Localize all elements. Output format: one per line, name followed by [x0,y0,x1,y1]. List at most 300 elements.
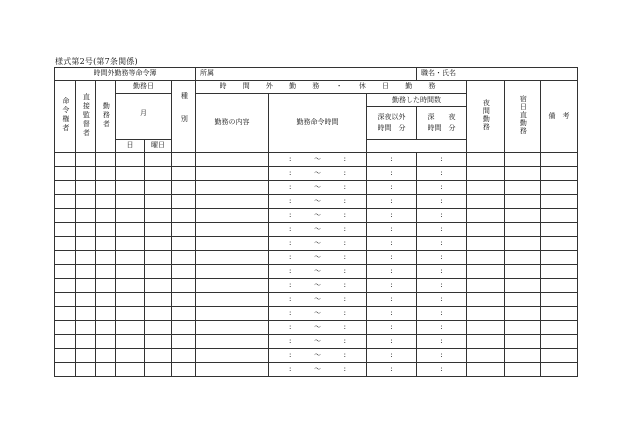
supervisor-cell[interactable] [76,293,96,307]
colon-mark: : [390,294,393,303]
colon-mark: : [343,350,346,359]
order-time-cell[interactable] [269,363,367,377]
overtime-order-ledger [54,67,578,377]
remarks-cell[interactable] [541,195,578,209]
colon-mark: : [289,280,292,289]
tilde-mark: 〜 [314,322,321,331]
night-duty-cell[interactable] [467,209,505,223]
type-cell[interactable] [172,321,196,335]
non-night-hours-cell[interactable] [367,209,417,223]
remarks-cell[interactable] [541,167,578,181]
overnight-duty-cell[interactable] [505,293,541,307]
colon-mark: : [440,308,443,317]
month-header: 月 [116,94,172,140]
affiliation-value[interactable] [269,68,417,81]
day-header: 日 [116,140,145,153]
colon-mark: : [440,350,443,359]
weekday-cell[interactable] [145,279,172,293]
weekday-cell[interactable] [145,293,172,307]
colon-mark: : [343,280,346,289]
colon-mark: : [343,182,346,191]
order-time-cell[interactable] [269,237,367,251]
colon-mark: : [343,336,346,345]
non-night-hours-cell[interactable] [367,293,417,307]
overnight-duty-cell[interactable] [505,349,541,363]
day-cell[interactable] [116,279,145,293]
order-time-cell[interactable] [269,307,367,321]
colon-mark: : [390,210,393,219]
colon-mark: : [440,238,443,247]
table-row [55,265,578,279]
type-cell[interactable] [172,293,196,307]
colon-mark: : [289,154,292,163]
day-cell[interactable] [116,307,145,321]
colon-mark: : [343,224,346,233]
weekday-cell[interactable] [145,167,172,181]
overnight-duty-cell[interactable] [505,265,541,279]
commander-cell[interactable] [55,195,76,209]
night-hours-cell[interactable] [417,265,467,279]
table-row [55,307,578,321]
worker-cell[interactable] [96,293,116,307]
worker-cell[interactable] [96,335,116,349]
commander-cell[interactable] [55,237,76,251]
worker-cell[interactable] [96,321,116,335]
worker-cell[interactable] [96,153,116,167]
weekday-cell[interactable] [145,335,172,349]
tilde-mark: 〜 [314,182,321,191]
colon-mark: : [289,224,292,233]
day-cell[interactable] [116,363,145,377]
weekday-cell[interactable] [145,251,172,265]
day-cell[interactable] [116,167,145,181]
work-content-cell[interactable] [196,349,269,363]
tilde-mark: 〜 [314,168,321,177]
remarks-cell[interactable] [541,237,578,251]
supervisor-cell[interactable] [76,153,96,167]
night-hours-cell[interactable] [417,195,467,209]
colon-mark: : [343,168,346,177]
overnight-duty-cell[interactable] [505,321,541,335]
non-night-hours-cell[interactable] [367,321,417,335]
night-duty-cell[interactable] [467,335,505,349]
order-time-cell[interactable] [269,181,367,195]
non-night-hours-cell[interactable] [367,237,417,251]
day-cell[interactable] [116,209,145,223]
supervisor-cell[interactable] [76,265,96,279]
order-time-cell[interactable] [269,349,367,363]
type-cell[interactable] [172,363,196,377]
weekday-cell[interactable] [145,265,172,279]
commander-cell[interactable] [55,321,76,335]
worker-cell[interactable] [96,307,116,321]
work-content-header: 勤務の内容 [196,94,269,153]
night-hours-cell[interactable] [417,279,467,293]
supervisor-cell[interactable] [76,251,96,265]
day-cell[interactable] [116,293,145,307]
commander-cell[interactable] [55,293,76,307]
colon-mark: : [390,168,393,177]
table-row [55,251,578,265]
day-cell[interactable] [116,349,145,363]
tilde-mark: 〜 [314,224,321,233]
day-cell[interactable] [116,265,145,279]
non-night-hours-cell[interactable] [367,307,417,321]
weekday-cell[interactable] [145,307,172,321]
commander-cell[interactable] [55,349,76,363]
day-cell[interactable] [116,251,145,265]
overnight-duty-cell[interactable] [505,167,541,181]
non-night-hours-header: 深夜以外 時間 分 [367,107,417,139]
night-duty-header: 夜間勤務 [467,81,505,153]
night-hours-cell[interactable] [417,223,467,237]
table-row [55,223,578,237]
day-cell[interactable] [116,223,145,237]
night-duty-cell[interactable] [467,293,505,307]
colon-mark: : [289,266,292,275]
non-night-hours-cell[interactable] [367,363,417,377]
non-night-hours-cell[interactable] [367,153,417,167]
worker-cell[interactable] [96,167,116,181]
colon-mark: : [289,308,292,317]
weekday-cell[interactable] [145,153,172,167]
non-night-hours-cell[interactable] [367,223,417,237]
colon-mark: : [440,252,443,261]
work-content-cell[interactable] [196,223,269,237]
night-hours-cell[interactable] [417,237,467,251]
work-content-cell[interactable] [196,181,269,195]
colon-mark: : [289,350,292,359]
remarks-cell[interactable] [541,251,578,265]
night-hours-cell[interactable] [417,153,467,167]
day-cell[interactable] [116,237,145,251]
night-hours-cell[interactable] [417,251,467,265]
colon-mark: : [440,168,443,177]
night-duty-cell[interactable] [467,265,505,279]
colon-mark: : [289,238,292,247]
commander-cell[interactable] [55,153,76,167]
worker-cell[interactable] [96,237,116,251]
colon-mark: : [390,308,393,317]
weekday-cell[interactable] [145,209,172,223]
tilde-mark: 〜 [314,238,321,247]
worker-cell[interactable] [96,363,116,377]
night-duty-cell[interactable] [467,153,505,167]
work-content-cell[interactable] [196,237,269,251]
supervisor-cell[interactable] [76,237,96,251]
type-cell[interactable] [172,181,196,195]
type-cell[interactable] [172,307,196,321]
colon-mark: : [440,182,443,191]
colon-mark: : [440,280,443,289]
commander-cell[interactable] [55,251,76,265]
night-duty-cell[interactable] [467,349,505,363]
colon-mark: : [440,266,443,275]
non-night-hours-cell[interactable] [367,349,417,363]
table-row [55,237,578,251]
non-night-hours-cell[interactable] [367,335,417,349]
non-night-hours-cell[interactable] [367,167,417,181]
colon-mark: : [343,210,346,219]
colon-mark: : [440,196,443,205]
type-header: 種別 [172,81,196,153]
remarks-cell[interactable] [541,181,578,195]
night-hours-cell[interactable] [417,349,467,363]
remarks-cell[interactable] [541,349,578,363]
type-cell[interactable] [172,265,196,279]
tilde-mark: 〜 [314,280,321,289]
work-content-cell[interactable] [196,279,269,293]
commander-cell[interactable] [55,335,76,349]
order-time-cell[interactable] [269,223,367,237]
tilde-mark: 〜 [314,196,321,205]
colon-mark: : [343,252,346,261]
work-content-cell[interactable] [196,209,269,223]
remarks-cell[interactable] [541,223,578,237]
commander-cell[interactable] [55,279,76,293]
order-time-cell[interactable] [269,251,367,265]
non-night-hours-cell[interactable] [367,195,417,209]
night-hours-cell[interactable] [417,209,467,223]
night-hours-cell[interactable] [417,363,467,377]
weekday-cell[interactable] [145,321,172,335]
non-night-hours-cell[interactable] [367,279,417,293]
night-duty-cell[interactable] [467,251,505,265]
type-cell[interactable] [172,349,196,363]
night-duty-cell[interactable] [467,279,505,293]
supervisor-cell[interactable] [76,321,96,335]
type-cell[interactable] [172,153,196,167]
worker-cell[interactable] [96,251,116,265]
overnight-duty-cell[interactable] [505,307,541,321]
work-content-cell[interactable] [196,265,269,279]
overnight-duty-cell[interactable] [505,279,541,293]
night-duty-cell[interactable] [467,195,505,209]
supervisor-cell[interactable] [76,167,96,181]
type-cell[interactable] [172,279,196,293]
night-hours-cell[interactable] [417,307,467,321]
commander-cell[interactable] [55,181,76,195]
work-date-header: 勤務日 [116,81,172,94]
colon-mark: : [390,154,393,163]
work-content-cell[interactable] [196,335,269,349]
type-cell[interactable] [172,209,196,223]
hours-worked-header: 勤務した時間数 深夜以外 時間 分 深 夜 時間 分 [367,94,467,140]
colon-mark: : [343,308,346,317]
colon-mark: : [390,238,393,247]
remarks-cell[interactable] [541,335,578,349]
night-duty-cell[interactable] [467,237,505,251]
type-cell[interactable] [172,251,196,265]
supervisor-cell[interactable] [76,335,96,349]
colon-mark: : [289,210,292,219]
night-hours-cell[interactable] [417,167,467,181]
colon-mark: : [440,364,443,373]
night-duty-cell[interactable] [467,321,505,335]
day-cell[interactable] [116,153,145,167]
supervisor-cell[interactable] [76,307,96,321]
tilde-mark: 〜 [314,350,321,359]
remarks-cell[interactable] [541,209,578,223]
table-row [55,209,578,223]
colon-mark: : [289,322,292,331]
work-content-cell[interactable] [196,251,269,265]
colon-mark: : [343,154,346,163]
overnight-duty-cell[interactable] [505,237,541,251]
supervisor-cell[interactable] [76,363,96,377]
order-time-cell[interactable] [269,279,367,293]
weekday-cell[interactable] [145,363,172,377]
remarks-cell[interactable] [541,363,578,377]
weekday-cell[interactable] [145,237,172,251]
non-night-hours-cell[interactable] [367,181,417,195]
commander-header: 命令権者 [55,81,76,153]
supervisor-cell[interactable] [76,195,96,209]
tilde-mark: 〜 [314,308,321,317]
night-hours-cell[interactable] [417,293,467,307]
colon-mark: : [390,182,393,191]
overnight-duty-cell[interactable] [505,363,541,377]
order-time-cell[interactable] [269,153,367,167]
overnight-duty-cell[interactable] [505,251,541,265]
colon-mark: : [390,280,393,289]
type-cell[interactable] [172,237,196,251]
day-cell[interactable] [116,181,145,195]
night-hours-cell[interactable] [417,321,467,335]
colon-mark: : [343,294,346,303]
colon-mark: : [289,196,292,205]
table-row [55,293,578,307]
worker-cell[interactable] [96,209,116,223]
overnight-duty-cell[interactable] [505,195,541,209]
overnight-duty-cell[interactable] [505,335,541,349]
order-time-cell[interactable] [269,321,367,335]
commander-cell[interactable] [55,167,76,181]
type-cell[interactable] [172,167,196,181]
day-cell[interactable] [116,321,145,335]
work-content-cell[interactable] [196,321,269,335]
worker-cell[interactable] [96,265,116,279]
weekday-cell[interactable] [145,195,172,209]
order-time-cell[interactable] [269,293,367,307]
order-time-cell[interactable] [269,265,367,279]
commander-cell[interactable] [55,363,76,377]
night-duty-cell[interactable] [467,363,505,377]
worker-cell[interactable] [96,223,116,237]
colon-mark: : [343,322,346,331]
weekday-cell[interactable] [145,223,172,237]
worker-cell[interactable] [96,181,116,195]
overnight-duty-cell[interactable] [505,209,541,223]
order-time-cell[interactable] [269,335,367,349]
colon-mark: : [343,364,346,373]
colon-mark: : [440,294,443,303]
commander-cell[interactable] [55,265,76,279]
night-duty-cell[interactable] [467,181,505,195]
colon-mark: : [390,364,393,373]
colon-mark: : [440,322,443,331]
remarks-cell[interactable] [541,265,578,279]
remarks-header: 備 考 [541,81,578,153]
direct-supervisor-header: 直接監督者 [76,81,96,153]
order-time-cell[interactable] [269,167,367,181]
supervisor-cell[interactable] [76,349,96,363]
overtime-holiday-header: 時 間 外 勤 務 ・ 休 日 勤 務 [196,81,467,94]
tilde-mark: 〜 [314,294,321,303]
table-row [55,279,578,293]
supervisor-cell[interactable] [76,181,96,195]
non-night-hours-cell[interactable] [367,265,417,279]
work-content-cell[interactable] [196,363,269,377]
non-night-hours-cell[interactable] [367,251,417,265]
tilde-mark: 〜 [314,154,321,163]
order-time-cell[interactable] [269,195,367,209]
commander-cell[interactable] [55,307,76,321]
work-content-cell[interactable] [196,293,269,307]
commander-cell[interactable] [55,223,76,237]
supervisor-cell[interactable] [76,279,96,293]
remarks-cell[interactable] [541,321,578,335]
form-label: 様式第2号(第7条関係) [55,57,138,66]
night-duty-cell[interactable] [467,223,505,237]
day-cell[interactable] [116,195,145,209]
work-content-cell[interactable] [196,167,269,181]
order-time-cell[interactable] [269,209,367,223]
night-duty-cell[interactable] [467,307,505,321]
type-cell[interactable] [172,335,196,349]
weekday-header: 曜日 [145,140,172,153]
colon-mark: : [343,238,346,247]
order-time-header: 勤務命令時間 [269,94,367,153]
table-row [55,321,578,335]
remarks-cell[interactable] [541,153,578,167]
night-hours-cell[interactable] [417,335,467,349]
worker-cell[interactable] [96,349,116,363]
commander-cell[interactable] [55,209,76,223]
table-row [55,167,578,181]
remarks-cell[interactable] [541,307,578,321]
day-cell[interactable] [116,335,145,349]
night-duty-cell[interactable] [467,167,505,181]
supervisor-cell[interactable] [76,209,96,223]
night-hours-cell[interactable] [417,181,467,195]
worker-cell[interactable] [96,279,116,293]
worker-cell[interactable] [96,195,116,209]
overnight-duty-cell[interactable] [505,181,541,195]
colon-mark: : [440,224,443,233]
type-cell[interactable] [172,223,196,237]
type-cell[interactable] [172,195,196,209]
worker-header: 勤務者 [96,81,116,153]
colon-mark: : [390,350,393,359]
remarks-cell[interactable] [541,279,578,293]
overnight-duty-cell[interactable] [505,153,541,167]
table-row [55,349,578,363]
remarks-cell[interactable] [541,293,578,307]
work-content-cell[interactable] [196,307,269,321]
night-hours-header: 深 夜 時間 分 [427,112,456,132]
weekday-cell[interactable] [145,349,172,363]
overnight-duty-header: 宿日直勤務 [505,81,541,153]
work-content-cell[interactable] [196,195,269,209]
colon-mark: : [289,294,292,303]
overnight-duty-cell[interactable] [505,223,541,237]
work-content-cell[interactable] [196,153,269,167]
weekday-cell[interactable] [145,181,172,195]
tilde-mark: 〜 [314,266,321,275]
tilde-mark: 〜 [314,210,321,219]
supervisor-cell[interactable] [76,223,96,237]
